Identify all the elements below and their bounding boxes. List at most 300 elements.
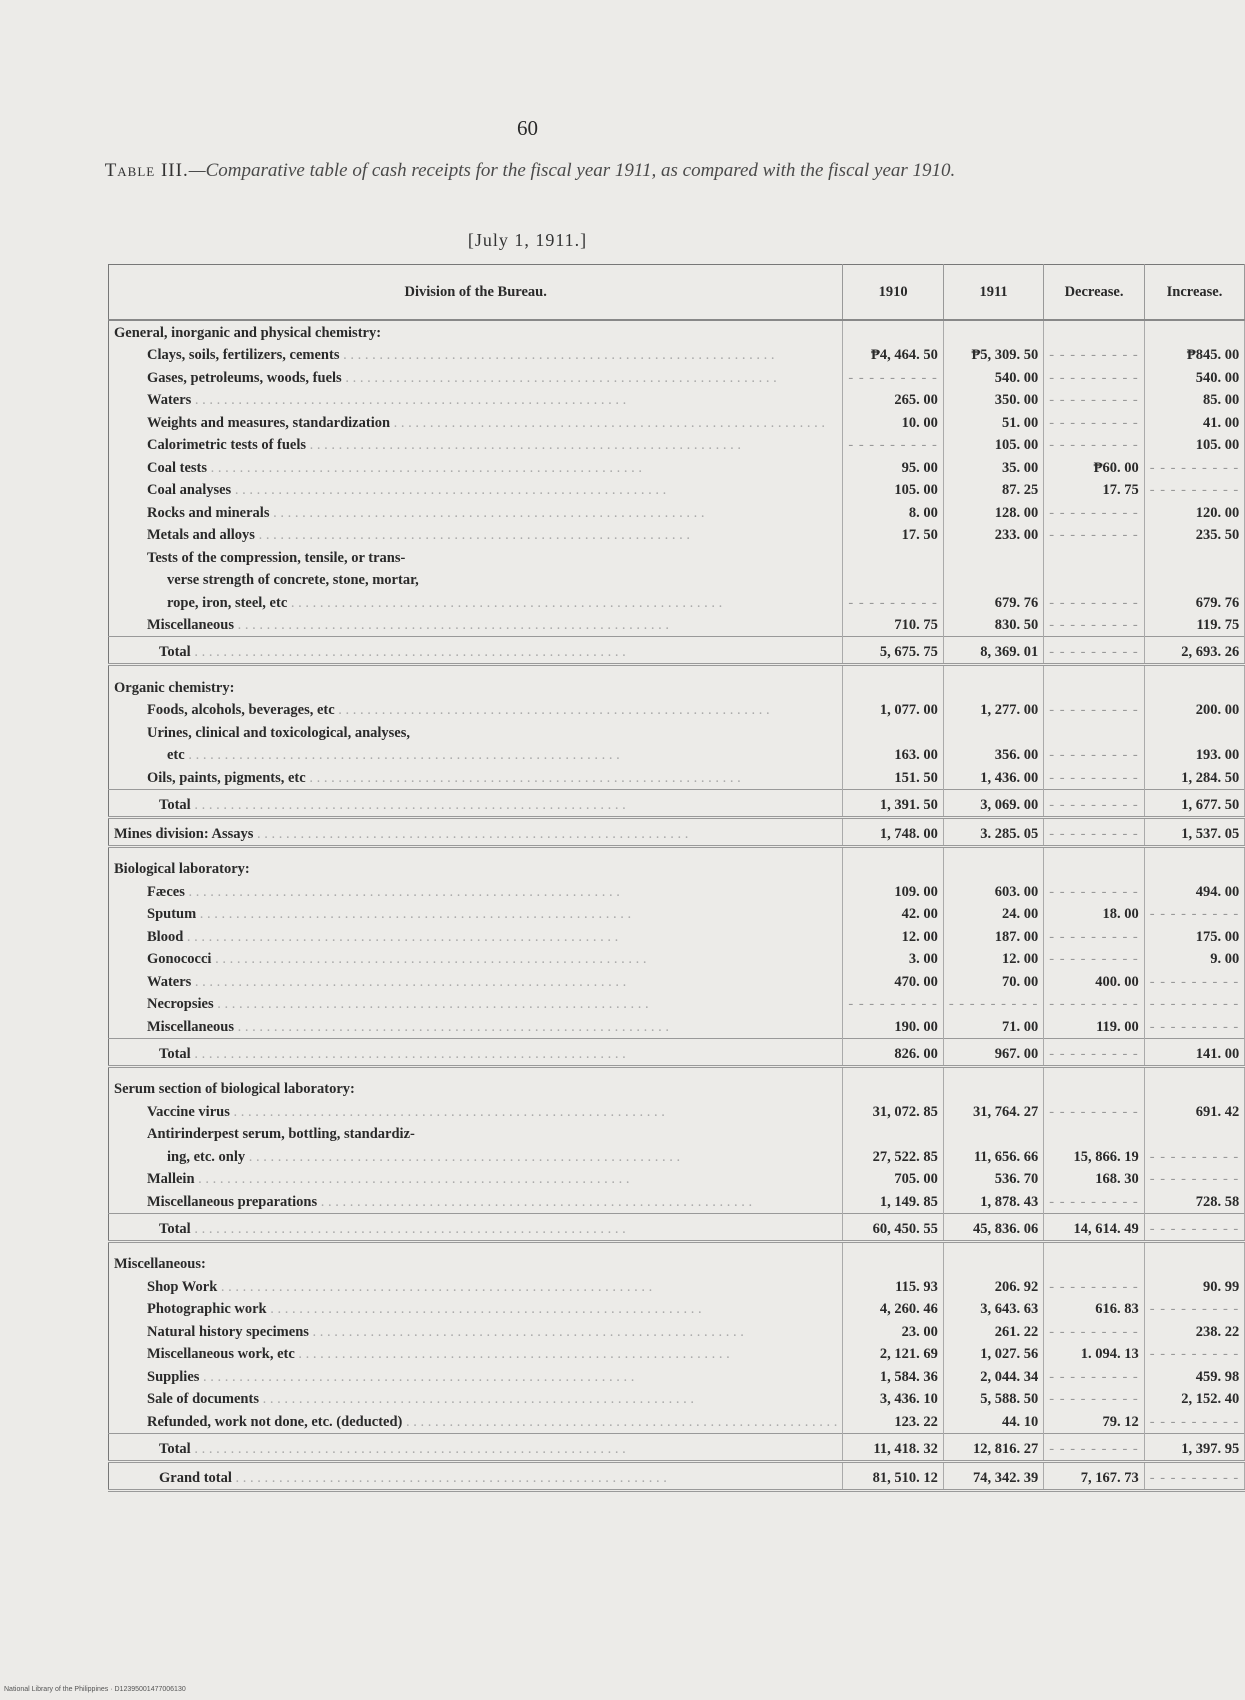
row-label (109, 637, 843, 665)
total-row (109, 1038, 1245, 1066)
cell-v1911: 1, 878. 43 (943, 1190, 1043, 1213)
footer-attribution: National Library of the Philippines · D12395001477006130 (4, 1686, 186, 1693)
cell-inc: 193. 00 (1144, 744, 1244, 767)
cell-inc (1144, 546, 1244, 569)
table-row (109, 993, 1245, 1016)
row-label (109, 766, 843, 789)
row-label-text: Total . . . (159, 1043, 626, 1065)
cell-dec: - - - - - - - - - (1044, 766, 1144, 789)
cell-v1911: 206. 92 (943, 1275, 1043, 1298)
cell-dec: - - - - - - - - - (1044, 1388, 1144, 1411)
cell-v1910: - - - - - - - - - (843, 993, 943, 1016)
cell-v1911: 3. 285. 05 (943, 817, 1043, 846)
cell-dec (1044, 1123, 1144, 1146)
spacer-cell (1044, 846, 1144, 858)
spacer-cell (109, 1241, 843, 1253)
cell-v1910 (843, 858, 943, 881)
cell-v1910: 705. 00 (843, 1168, 943, 1191)
table-row (109, 721, 1245, 744)
cell-v1911: 967. 00 (943, 1038, 1043, 1066)
cell-inc: 90. 99 (1144, 1275, 1244, 1298)
cell-v1911: 1, 027. 56 (943, 1343, 1043, 1366)
cell-v1910: 60, 450. 55 (843, 1213, 943, 1241)
row-label-text: Gonococci . . . (147, 948, 646, 970)
row-label (109, 789, 843, 817)
cell-v1910: 1, 391. 50 (843, 789, 943, 817)
row-label-text: Sputum . . . (147, 903, 631, 925)
section-row (109, 1253, 1245, 1276)
row-label (109, 591, 843, 614)
cell-v1910 (843, 1123, 943, 1146)
table-row (109, 389, 1245, 412)
cell-dec: - - - - - - - - - (1044, 1433, 1144, 1461)
table-row (109, 903, 1245, 926)
cell-inc: - - - - - - - - - (1144, 970, 1244, 993)
header-increase: Increase. (1144, 265, 1244, 321)
cell-v1911 (943, 569, 1043, 592)
cell-v1911: 70. 00 (943, 970, 1043, 993)
spacer-row (109, 1241, 1245, 1253)
cell-dec (1044, 1078, 1144, 1101)
row-label-text: Foods, alcohols, beverages, etc . . . (147, 699, 770, 721)
cell-dec: - - - - - - - - - (1044, 389, 1144, 412)
cell-v1911: 5, 588. 50 (943, 1388, 1043, 1411)
cell-v1911: 2, 044. 34 (943, 1365, 1043, 1388)
spacer-cell (943, 1241, 1043, 1253)
cell-inc: 1, 284. 50 (1144, 766, 1244, 789)
cell-inc (1144, 320, 1244, 344)
spacer-cell (843, 1241, 943, 1253)
spacer-cell (109, 1066, 843, 1078)
cell-dec: 15, 866. 19 (1044, 1145, 1144, 1168)
cell-dec: - - - - - - - - - (1044, 411, 1144, 434)
table-row (109, 1015, 1245, 1038)
spacer-cell (943, 1066, 1043, 1078)
cell-v1911 (943, 1078, 1043, 1101)
row-label-text: Miscellaneous work, etc . . . (147, 1343, 730, 1365)
cell-dec: ₱60. 00 (1044, 456, 1144, 479)
table-row (109, 569, 1245, 592)
cell-v1911: 35. 00 (943, 456, 1043, 479)
spacer-cell (843, 665, 943, 677)
cell-dec: 14, 614. 49 (1044, 1213, 1144, 1241)
row-label-text: Mallein . . . (147, 1168, 630, 1190)
row-label-text: Photographic work . . . (147, 1298, 702, 1320)
row-label-text: Mines division: Assays . . . (114, 823, 688, 845)
cell-v1911 (943, 320, 1043, 344)
row-label (109, 744, 843, 767)
total-row (109, 817, 1245, 846)
cell-v1910: 23. 00 (843, 1320, 943, 1343)
row-label-text: Serum section of biological laboratory: (114, 1081, 355, 1097)
table-row (109, 411, 1245, 434)
table-row (109, 1388, 1245, 1411)
spacer-cell (843, 846, 943, 858)
cell-v1911: 87. 25 (943, 479, 1043, 502)
cell-dec: 119. 00 (1044, 1015, 1144, 1038)
cell-v1911: 12, 816. 27 (943, 1433, 1043, 1461)
cell-v1911: 261. 22 (943, 1320, 1043, 1343)
row-label (109, 970, 843, 993)
cell-dec: - - - - - - - - - (1044, 993, 1144, 1016)
row-label (109, 434, 843, 457)
cell-v1910 (843, 721, 943, 744)
cell-v1910: 151. 50 (843, 766, 943, 789)
spacer-cell (1144, 846, 1244, 858)
row-label (109, 1015, 843, 1038)
cell-dec: - - - - - - - - - (1044, 925, 1144, 948)
spacer-cell (943, 665, 1043, 677)
cell-v1911: 24. 00 (943, 903, 1043, 926)
row-label-text: Total . . . (159, 794, 626, 816)
cell-dec (1044, 546, 1144, 569)
row-label (109, 699, 843, 722)
row-label (109, 344, 843, 367)
row-label (109, 993, 843, 1016)
table-row (109, 1275, 1245, 1298)
cell-v1910: ₱4, 464. 50 (843, 344, 943, 367)
cell-v1910: 826. 00 (843, 1038, 943, 1066)
spacer-cell (109, 846, 843, 858)
cell-v1911: 603. 00 (943, 880, 1043, 903)
row-label-text: Waters . . . (147, 971, 626, 993)
row-label-text: Fæces . . . (147, 881, 620, 903)
cell-inc: 540. 00 (1144, 366, 1244, 389)
row-label-text: Clays, soils, fertilizers, cements . . . (147, 344, 774, 366)
row-label (109, 1461, 843, 1490)
cell-v1911 (943, 721, 1043, 744)
table-row (109, 456, 1245, 479)
cell-inc: 494. 00 (1144, 880, 1244, 903)
spacer-cell (1044, 1066, 1144, 1078)
row-label (109, 1253, 843, 1276)
cell-dec (1044, 721, 1144, 744)
total-row (109, 637, 1245, 665)
cell-v1910: 1, 584. 36 (843, 1365, 943, 1388)
cell-v1910 (843, 546, 943, 569)
cell-v1911: 356. 00 (943, 744, 1043, 767)
cell-dec: 7, 167. 73 (1044, 1461, 1144, 1490)
spacer-cell (1144, 1241, 1244, 1253)
cell-v1910: 27, 522. 85 (843, 1145, 943, 1168)
cell-v1911: 8, 369. 01 (943, 637, 1043, 665)
row-label (109, 948, 843, 971)
row-label-text: Organic chemistry: (114, 679, 235, 696)
cell-dec: - - - - - - - - - (1044, 948, 1144, 971)
cell-inc (1144, 1123, 1244, 1146)
row-label (109, 880, 843, 903)
cell-v1910: 1, 748. 00 (843, 817, 943, 846)
cell-dec: 616. 83 (1044, 1298, 1144, 1321)
row-label (109, 1123, 843, 1146)
table-row (109, 501, 1245, 524)
cell-dec: 1. 094. 13 (1044, 1343, 1144, 1366)
spacer-cell (1044, 1241, 1144, 1253)
spacer-row (109, 665, 1245, 677)
spacer-cell (109, 665, 843, 677)
cell-inc: 41. 00 (1144, 411, 1244, 434)
row-label-text: Weights and measures, standardization . . . (147, 412, 825, 434)
cell-v1910: 163. 00 (843, 744, 943, 767)
spacer-cell (1144, 1066, 1244, 1078)
row-label (109, 858, 843, 881)
row-label (109, 1275, 843, 1298)
row-label (109, 614, 843, 637)
row-label-text: Biological laboratory: (114, 861, 250, 877)
row-label-text: Miscellaneous preparations . . . (147, 1191, 752, 1213)
cell-v1910: - - - - - - - - - (843, 434, 943, 457)
row-label-text: Refunded, work not done, etc. (deducted) . . . (147, 1411, 837, 1433)
cell-v1911: 536. 70 (943, 1168, 1043, 1191)
cell-v1910: 10. 00 (843, 411, 943, 434)
cell-v1910: 12. 00 (843, 925, 943, 948)
cell-dec: - - - - - - - - - (1044, 880, 1144, 903)
cell-dec: - - - - - - - - - (1044, 591, 1144, 614)
cell-v1911: 350. 00 (943, 389, 1043, 412)
cell-inc: 141. 00 (1144, 1038, 1244, 1066)
cell-dec: - - - - - - - - - (1044, 699, 1144, 722)
cell-dec: 400. 00 (1044, 970, 1144, 993)
table-row (109, 524, 1245, 547)
cell-v1910: 17. 50 (843, 524, 943, 547)
row-label-text: General, inorganic and physical chemistry: (114, 324, 382, 341)
cell-inc (1144, 676, 1244, 699)
section-row (109, 320, 1245, 344)
cell-v1910 (843, 1078, 943, 1101)
cell-inc (1144, 1078, 1244, 1101)
cell-inc: 120. 00 (1144, 501, 1244, 524)
cell-inc: - - - - - - - - - (1144, 1213, 1244, 1241)
cell-inc: 235. 50 (1144, 524, 1244, 547)
row-label-text: Total . . . (159, 1218, 626, 1240)
cell-inc: 2, 152. 40 (1144, 1388, 1244, 1411)
cell-v1910: 95. 00 (843, 456, 943, 479)
row-label-text: Total . . . (159, 1438, 626, 1460)
table-row (109, 880, 1245, 903)
table-row (109, 970, 1245, 993)
spacer-row (109, 1066, 1245, 1078)
table-row (109, 766, 1245, 789)
row-label (109, 1365, 843, 1388)
cell-v1910 (843, 320, 943, 344)
cell-inc: 175. 00 (1144, 925, 1244, 948)
cell-v1911: 105. 00 (943, 434, 1043, 457)
cell-dec: - - - - - - - - - (1044, 344, 1144, 367)
row-label-text: Vaccine virus . . . (147, 1101, 665, 1123)
cell-inc: 119. 75 (1144, 614, 1244, 637)
cell-dec: 18. 00 (1044, 903, 1144, 926)
header-division: Division of the Bureau. (109, 265, 843, 321)
total-row (109, 1213, 1245, 1241)
cell-v1911: 830. 50 (943, 614, 1043, 637)
cell-inc: 9. 00 (1144, 948, 1244, 971)
row-label-text: Necropsies . . . (147, 993, 649, 1015)
table-row (109, 744, 1245, 767)
receipts-table (108, 264, 1245, 1492)
row-label (109, 1388, 843, 1411)
row-label-text: ing, etc. only . . . (167, 1146, 680, 1168)
cell-v1910: 105. 00 (843, 479, 943, 502)
cell-v1911: 128. 00 (943, 501, 1043, 524)
cell-dec: - - - - - - - - - (1044, 524, 1144, 547)
cell-v1910: - - - - - - - - - (843, 591, 943, 614)
header-1911: 1911 (943, 265, 1043, 321)
cell-dec: - - - - - - - - - (1044, 366, 1144, 389)
cell-v1910: 81, 510. 12 (843, 1461, 943, 1490)
cell-inc (1144, 858, 1244, 881)
cell-dec: - - - - - - - - - (1044, 744, 1144, 767)
cell-v1910: 115. 93 (843, 1275, 943, 1298)
row-label-text: etc . . . (167, 744, 620, 766)
cell-v1911: 1, 277. 00 (943, 699, 1043, 722)
cell-inc: - - - - - - - - - (1144, 903, 1244, 926)
table-row (109, 699, 1245, 722)
table-row (109, 1123, 1245, 1146)
cell-dec: - - - - - - - - - (1044, 1190, 1144, 1213)
cell-v1911 (943, 1253, 1043, 1276)
cell-inc: 691. 42 (1144, 1100, 1244, 1123)
cell-v1911: 44. 10 (943, 1410, 1043, 1433)
row-label (109, 1078, 843, 1101)
cell-v1911: 11, 656. 66 (943, 1145, 1043, 1168)
cell-v1910: 265. 00 (843, 389, 943, 412)
total-row (109, 1433, 1245, 1461)
row-label-text: Calorimetric tests of fuels . . . (147, 434, 741, 456)
cell-v1910: 470. 00 (843, 970, 943, 993)
table-row (109, 948, 1245, 971)
table-row (109, 1343, 1245, 1366)
row-label (109, 411, 843, 434)
cell-v1910: 2, 121. 69 (843, 1343, 943, 1366)
cell-v1911: 3, 643. 63 (943, 1298, 1043, 1321)
row-label-text: Blood . . . (147, 926, 618, 948)
row-label (109, 501, 843, 524)
cell-dec: - - - - - - - - - (1044, 789, 1144, 817)
table-row (109, 434, 1245, 457)
table-row (109, 1145, 1245, 1168)
cell-v1910: 190. 00 (843, 1015, 943, 1038)
cell-v1910: 3, 436. 10 (843, 1388, 943, 1411)
row-label-text: Rocks and minerals . . . (147, 502, 704, 524)
row-label (109, 1433, 843, 1461)
row-label (109, 1298, 843, 1321)
table-row (109, 591, 1245, 614)
table-row (109, 925, 1245, 948)
table-row (109, 479, 1245, 502)
row-label-text: Shop Work . . . (147, 1276, 652, 1298)
cell-dec (1044, 858, 1144, 881)
cell-inc (1144, 1253, 1244, 1276)
table-row (109, 344, 1245, 367)
cell-v1910: 11, 418. 32 (843, 1433, 943, 1461)
cell-v1911: ₱5, 309. 50 (943, 344, 1043, 367)
row-label (109, 320, 843, 344)
table-caption (100, 158, 960, 184)
cell-dec: 17. 75 (1044, 479, 1144, 502)
cell-dec: 168. 30 (1044, 1168, 1144, 1191)
cell-inc: 728. 58 (1144, 1190, 1244, 1213)
cell-v1911: 187. 00 (943, 925, 1043, 948)
cell-inc: ₱845. 00 (1144, 344, 1244, 367)
row-label-text: Metals and alloys . . . (147, 524, 690, 546)
cell-dec (1044, 569, 1144, 592)
cell-v1911: 233. 00 (943, 524, 1043, 547)
cell-v1910: 4, 260. 46 (843, 1298, 943, 1321)
cell-inc: - - - - - - - - - (1144, 1015, 1244, 1038)
row-label-text: Urines, clinical and toxicological, analyses, (147, 724, 411, 741)
row-label-text: Miscellaneous: (114, 1256, 206, 1272)
page-number: 60 (517, 116, 538, 140)
cell-v1911: 3, 069. 00 (943, 789, 1043, 817)
row-label (109, 1038, 843, 1066)
row-label-text: Oils, paints, pigments, etc . . . (147, 767, 741, 789)
row-label (109, 456, 843, 479)
spacer-cell (1144, 665, 1244, 677)
row-label-text: Sale of documents . . . (147, 1388, 694, 1410)
row-label (109, 366, 843, 389)
caption-text: —Comparative table of cash receipts for the fiscal year 1911, as compared with the fiscal year 1910. (188, 160, 956, 181)
cell-dec: - - - - - - - - - (1044, 1275, 1144, 1298)
cell-dec: - - - - - - - - - (1044, 614, 1144, 637)
row-label (109, 1320, 843, 1343)
row-label-text: Total . . . (159, 641, 626, 663)
row-label-text: Supplies . . . (147, 1366, 634, 1388)
row-label-text: Gases, petroleums, woods, fuels . . . (147, 367, 777, 389)
cell-dec (1044, 1253, 1144, 1276)
cell-v1910: 710. 75 (843, 614, 943, 637)
cell-v1911: 1, 436. 00 (943, 766, 1043, 789)
cell-inc: - - - - - - - - - (1144, 1298, 1244, 1321)
row-label (109, 676, 843, 699)
cell-v1910: 31, 072. 85 (843, 1100, 943, 1123)
cell-dec (1044, 676, 1144, 699)
row-label-text: Natural history specimens . . . (147, 1321, 744, 1343)
section-row (109, 676, 1245, 699)
cell-dec: - - - - - - - - - (1044, 434, 1144, 457)
cell-v1911: 679. 76 (943, 591, 1043, 614)
row-label-text: rope, iron, steel, etc . . . (167, 592, 722, 614)
table-body (109, 320, 1245, 1490)
row-label-text: Coal tests . . . (147, 457, 642, 479)
row-label-text: Miscellaneous . . . (147, 1016, 669, 1038)
cell-inc: 85. 00 (1144, 389, 1244, 412)
row-label-text: verse strength of concrete, stone, mortar, (167, 572, 419, 588)
cell-inc: - - - - - - - - - (1144, 1461, 1244, 1490)
cell-inc: 1, 677. 50 (1144, 789, 1244, 817)
cell-v1910 (843, 1253, 943, 1276)
table-row (109, 1100, 1245, 1123)
row-label (109, 817, 843, 846)
cell-dec: - - - - - - - - - (1044, 1038, 1144, 1066)
cell-dec: - - - - - - - - - (1044, 637, 1144, 665)
cell-v1910: 109. 00 (843, 880, 943, 903)
cell-v1911 (943, 1123, 1043, 1146)
cell-dec (1044, 320, 1144, 344)
cell-inc (1144, 569, 1244, 592)
cell-v1910 (843, 569, 943, 592)
cell-inc: 200. 00 (1144, 699, 1244, 722)
total-row (109, 789, 1245, 817)
table-row (109, 1410, 1245, 1433)
total-row (109, 1461, 1245, 1490)
table-row (109, 366, 1245, 389)
cell-inc: 1, 537. 05 (1144, 817, 1244, 846)
cell-v1911: - - - - - - - - - (943, 993, 1043, 1016)
cell-v1911: 31, 764. 27 (943, 1100, 1043, 1123)
cell-v1911 (943, 858, 1043, 881)
header-decrease: Decrease. (1044, 265, 1144, 321)
row-label (109, 1343, 843, 1366)
